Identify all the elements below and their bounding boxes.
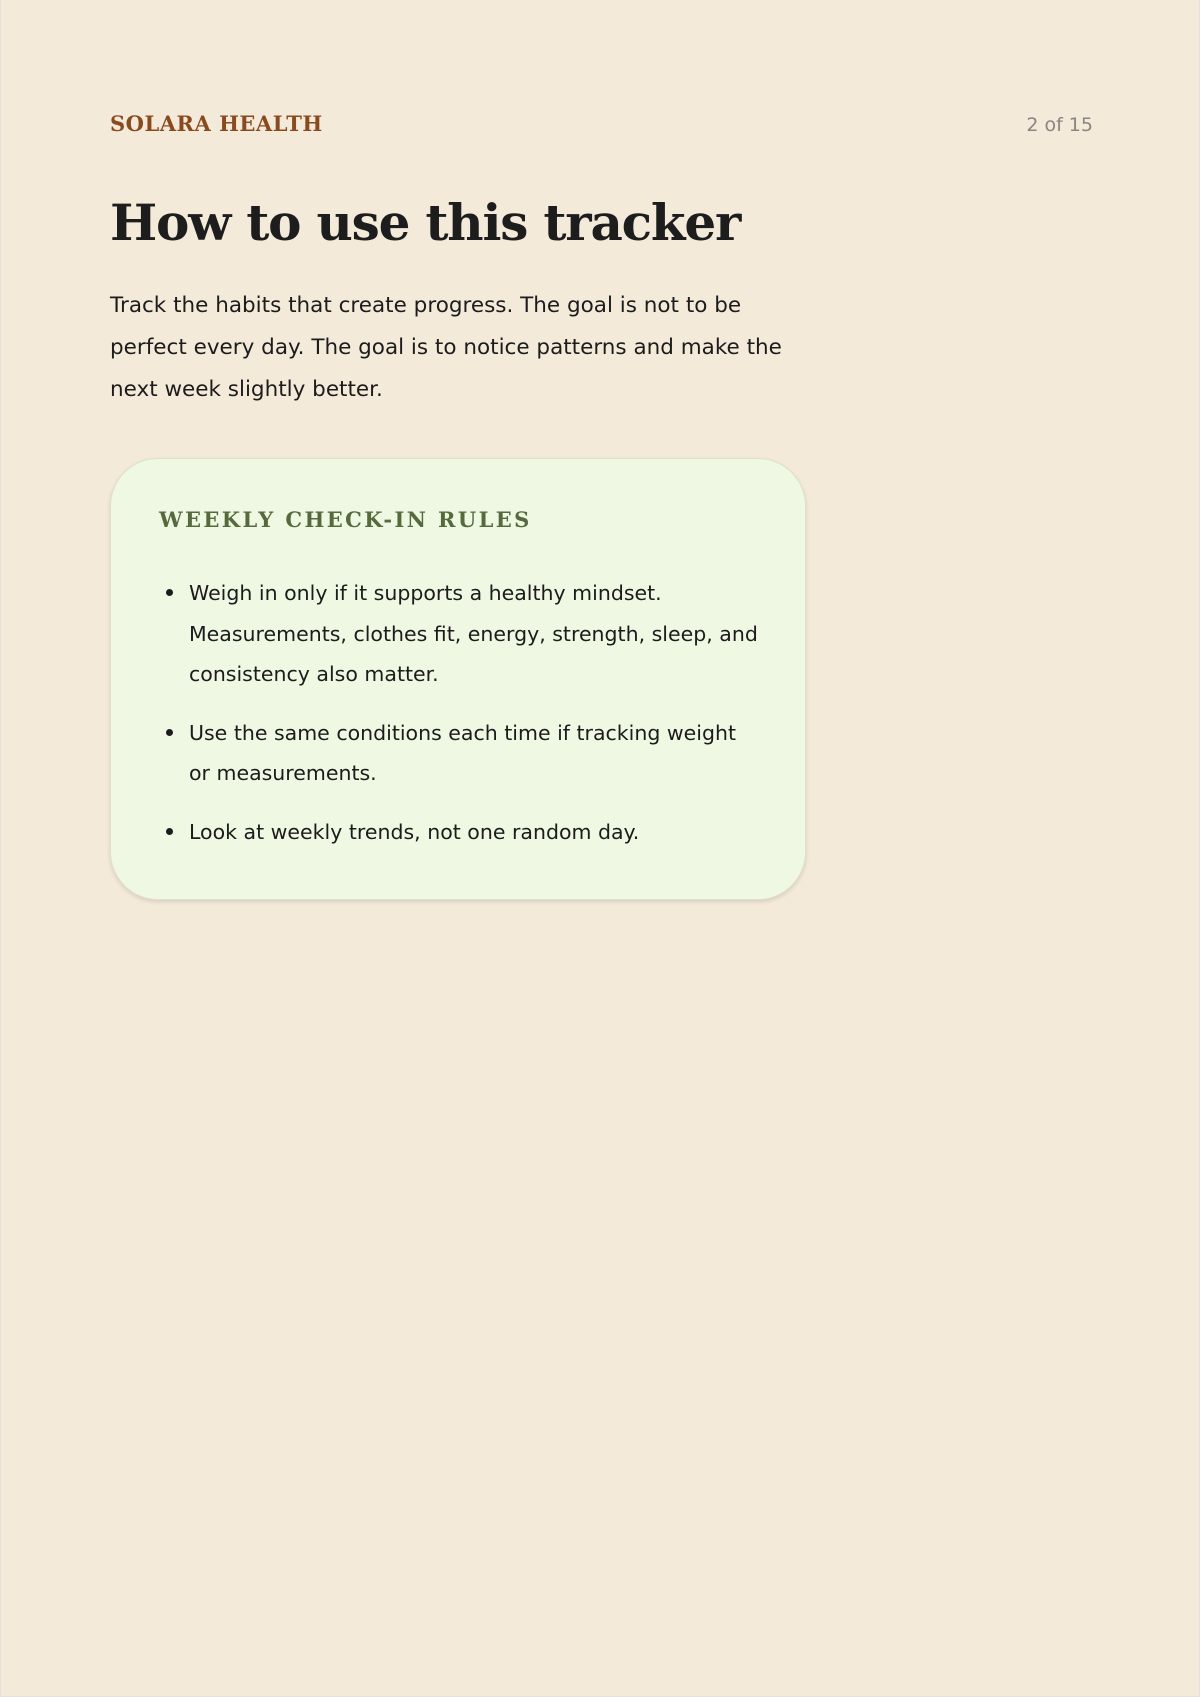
page-title: How to use this tracker	[110, 193, 741, 252]
rule-text: Look at weekly trends, not one random day.	[189, 819, 640, 844]
card-title: WEEKLY CHECK-IN RULES	[159, 507, 532, 532]
weekly-check-in-card	[110, 458, 806, 900]
list-item	[159, 573, 759, 695]
rule-text: Weigh in only if it supports a healthy mindset. Measurements, clothes fit, energy, strength, sleep, and consistency also matter.	[189, 581, 758, 686]
bullet-icon	[166, 729, 173, 736]
page-number: 2 of 15	[1026, 114, 1093, 136]
rule-list	[159, 573, 759, 870]
rule-text: Use the same conditions each time if tracking weight or measurements.	[189, 720, 737, 785]
list-item	[159, 812, 759, 853]
brand-name: SOLARA HEALTH	[110, 111, 323, 136]
list-item	[159, 713, 759, 794]
bullet-icon	[166, 589, 173, 596]
bullet-icon	[166, 828, 173, 835]
intro-paragraph: Track the habits that create progress. The goal is not to be perfect every day. The goal is to notice patterns and make the next week slightly better.	[110, 293, 782, 402]
